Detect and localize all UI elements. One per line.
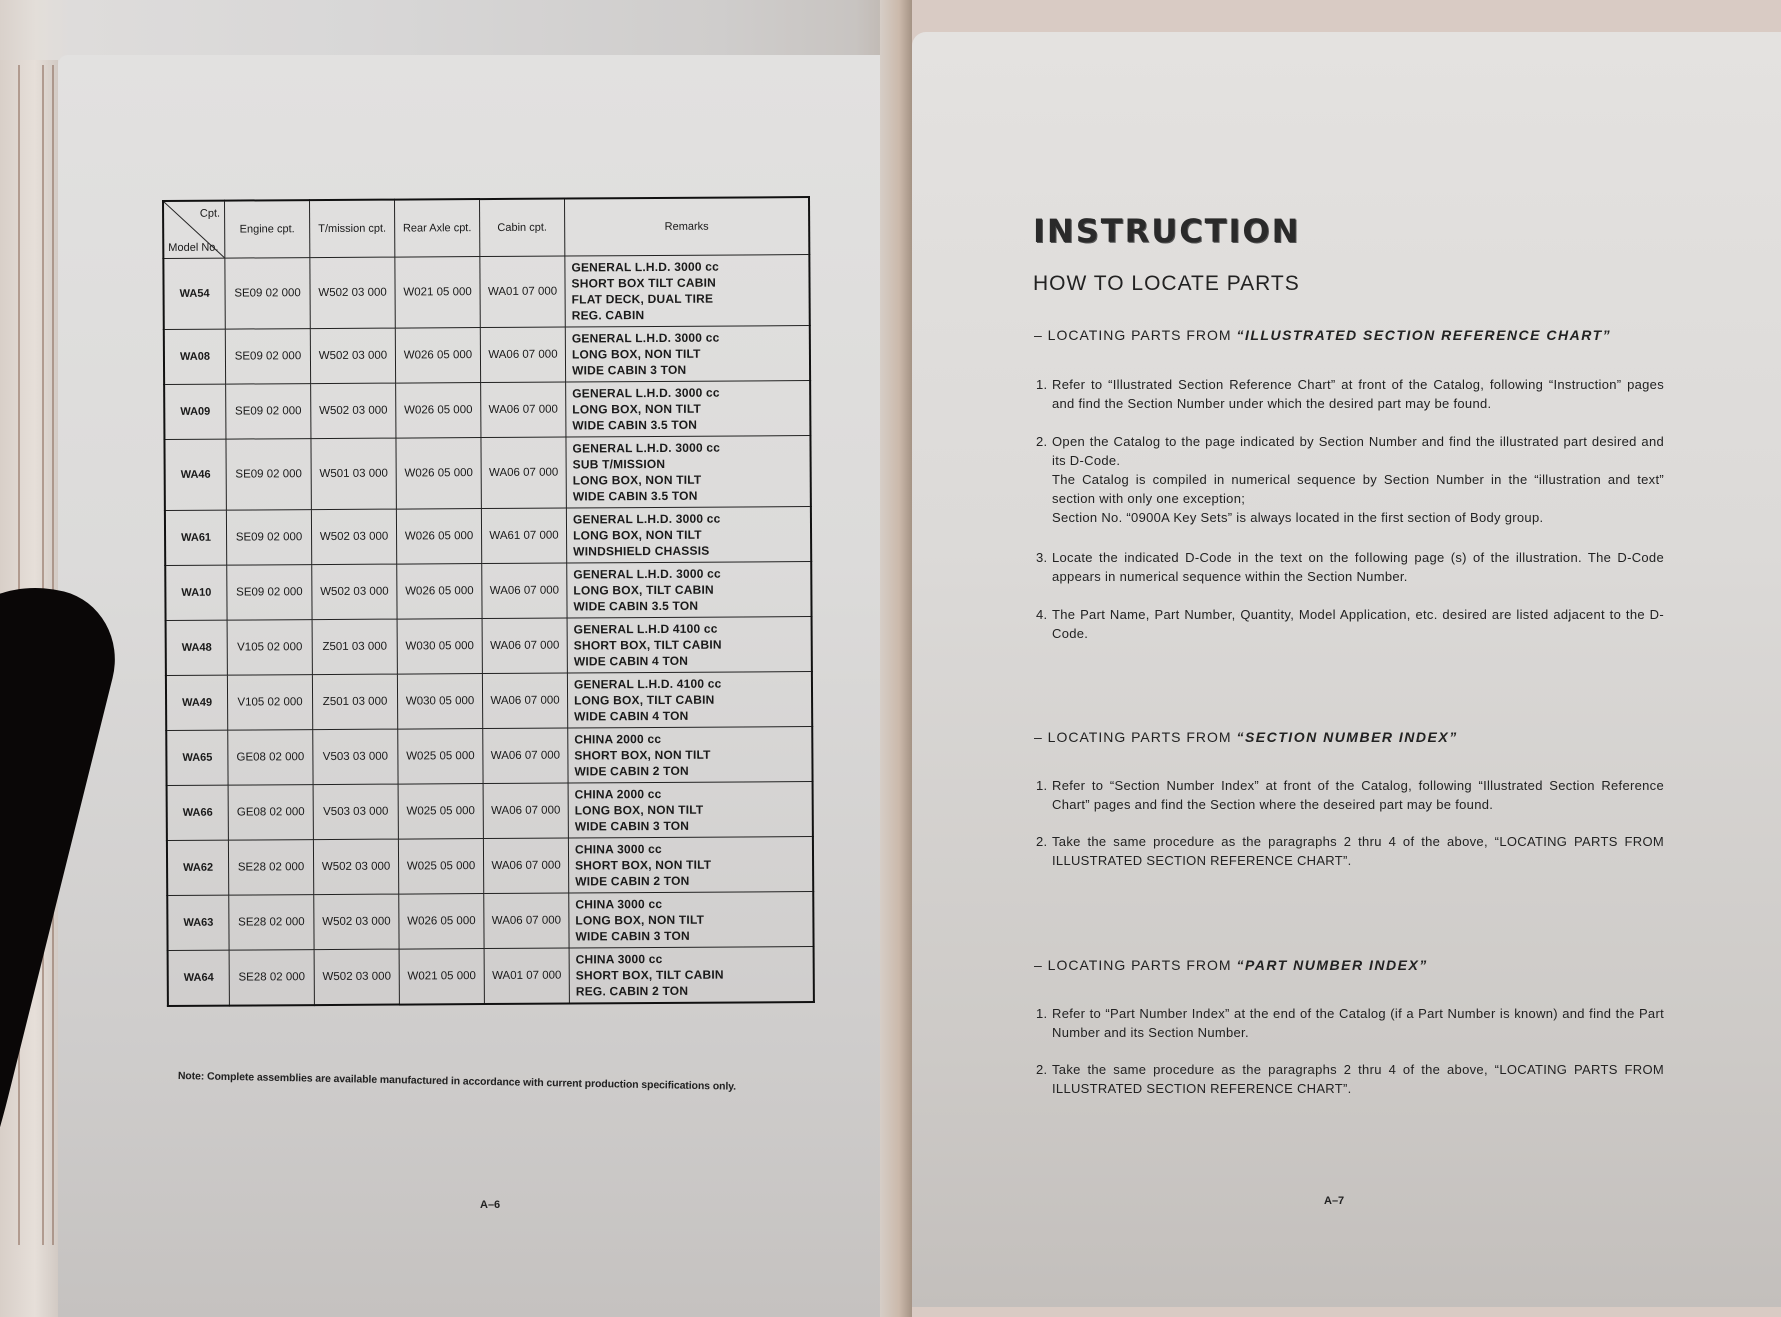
tmission-cell: W502 03 000 (310, 328, 395, 384)
remarks-line: WIDE CABIN 3 TON (574, 818, 690, 834)
list-item (1036, 1004, 1664, 1042)
remarks-cell (568, 837, 813, 893)
tmission-cell: W502 03 000 (311, 383, 396, 439)
engine-cell: SE09 02 000 (227, 565, 312, 621)
remarks-line: WIDE CABIN 3.5 TON (572, 417, 698, 433)
tmission-cell: V503 03 000 (313, 784, 398, 840)
remarks-line: SHORT BOX, NON TILT (575, 857, 712, 873)
list-item (1036, 605, 1664, 643)
remarks-line: LONG BOX, TILT CABIN (574, 692, 715, 708)
remarks-line: SHORT BOX, TILT CABIN (573, 637, 722, 653)
item-number: 2. (1036, 1062, 1048, 1077)
table-row (164, 381, 810, 440)
item-text-extra: Section No. “0900A Key Sets” is always located in the first section of Body group. (1052, 510, 1544, 525)
rear-axle-cell: W026 05 000 (395, 328, 480, 384)
model-cell: WA10 (165, 565, 227, 620)
table-row (167, 837, 813, 896)
engine-cell: SE28 02 000 (229, 950, 314, 1006)
engine-cell: V105 02 000 (227, 620, 312, 676)
tmission-cell: V503 03 000 (313, 729, 398, 785)
remarks-line: LONG BOX, NON TILT (572, 401, 702, 417)
engine-cell: V105 02 000 (227, 675, 312, 731)
list-item (1036, 1060, 1664, 1098)
remarks-line: REG. CABIN 2 TON (575, 983, 689, 999)
remarks-line: FLAT DECK, DUAL TIRE (571, 291, 714, 307)
rear-axle-cell: W026 05 000 (396, 509, 481, 565)
corner-model-label: Model No. (168, 241, 219, 254)
remarks-line: LONG BOX, TILT CABIN (573, 582, 714, 598)
tmission-cell: W502 03 000 (311, 509, 396, 565)
column-header: Remarks (564, 197, 809, 256)
page-subtitle: HOW TO LOCATE PARTS (1033, 272, 1300, 295)
remarks-line: WINDSHIELD CHASSIS (573, 543, 710, 559)
engine-cell: SE09 02 000 (225, 329, 310, 385)
section-heading-illustrated-chart (1034, 327, 1611, 343)
table-row (165, 562, 811, 621)
remarks-line: WIDE CABIN 3.5 TON (573, 598, 699, 614)
column-header: Cabin cpt. (480, 199, 565, 257)
remarks-line: WIDE CABIN 3 TON (575, 928, 690, 944)
table-row (166, 672, 812, 731)
item-text: Take the same procedure as the paragraphs 2 thru 4 of the above, “LOCATING PARTS FROM ILLUSTRATED SECTION REFERENCE CHART”. (1052, 1062, 1664, 1096)
tmission-cell: Z501 03 000 (312, 674, 397, 730)
remarks-line: GENERAL L.H.D. 3000 cc (571, 259, 720, 275)
item-text: Refer to “Illustrated Section Reference Chart” at front of the Catalog, following “Instruction” pages and find the Section Number under which the desired part may be found. (1052, 377, 1664, 411)
remarks-cell (566, 507, 811, 563)
tmission-cell: W502 03 000 (310, 257, 395, 329)
model-cell: WA63 (167, 895, 229, 950)
item-text: Take the same procedure as the paragraphs 2 thru 4 of the above, “LOCATING PARTS FROM ILLUSTRATED SECTION REFERENCE CHART”. (1052, 834, 1664, 868)
engine-cell: SE09 02 000 (226, 384, 311, 440)
cabin-cell: WA06 07 000 (483, 728, 568, 784)
cabin-cell: WA06 07 000 (480, 327, 565, 383)
remarks-line: WIDE CABIN 3 TON (572, 362, 687, 378)
remarks-line: SHORT BOX, NON TILT (574, 747, 711, 763)
rear-axle-cell: W021 05 000 (395, 257, 480, 329)
table-row (164, 326, 810, 385)
item-text-extra: The Catalog is compiled in numerical sequence by Section Number in the “illustration and text” section with only one exception; (1052, 472, 1664, 506)
item-number: 3. (1036, 550, 1048, 565)
table-row (165, 507, 811, 566)
item-number: 4. (1036, 607, 1048, 622)
rear-axle-cell: W021 05 000 (399, 949, 484, 1005)
engine-cell: GE08 02 000 (228, 730, 313, 786)
cabin-cell: WA61 07 000 (481, 508, 566, 564)
tmission-cell: W502 03 000 (314, 949, 399, 1005)
table-row (166, 617, 812, 676)
item-number: 1. (1036, 778, 1048, 793)
remarks-line: LONG BOX, NON TILT (575, 912, 705, 928)
table-row (163, 255, 809, 330)
page-title: INSTRUCTION (1033, 212, 1301, 250)
remarks-line: GENERAL L.H.D. 3000 cc (572, 385, 720, 401)
model-cell: WA09 (164, 384, 226, 439)
remarks-line: CHINA 3000 cc (574, 841, 662, 857)
cabin-cell: WA06 07 000 (484, 893, 569, 949)
remarks-line: WIDE CABIN 2 TON (575, 873, 690, 889)
remarks-line: GENERAL L.H.D. 3000 cc (572, 440, 721, 456)
engine-cell: SE09 02 000 (225, 258, 310, 330)
rear-axle-cell: W030 05 000 (397, 674, 482, 730)
remarks-line: CHINA 2000 cc (574, 786, 662, 802)
list-item (1036, 832, 1664, 870)
corner-cpt-label: Cpt. (199, 207, 221, 220)
table-body (163, 255, 814, 1006)
table-header-row (163, 197, 809, 258)
remarks-cell (566, 436, 811, 508)
rear-axle-cell: W026 05 000 (396, 438, 481, 510)
table-footnote: Note: Complete assemblies are available manufactured in accordance with current production specifications only. (177, 1070, 737, 1093)
cabin-cell: WA01 07 000 (484, 948, 569, 1004)
tmission-cell: Z501 03 000 (312, 619, 397, 675)
model-cell: WA49 (166, 675, 228, 730)
remarks-cell (569, 892, 814, 948)
tmission-cell: W501 03 000 (311, 438, 396, 510)
section-heading-name: “ILLUSTRATED SECTION REFERENCE CHART” (1236, 327, 1612, 343)
cabin-cell: WA06 07 000 (482, 673, 567, 729)
remarks-line: LONG BOX, NON TILT (572, 472, 702, 488)
model-cell: WA61 (165, 510, 227, 565)
remarks-line: SHORT BOX TILT CABIN (571, 275, 716, 291)
cabin-cell: WA06 07 000 (481, 437, 566, 509)
model-cell: WA62 (167, 840, 229, 895)
model-cell: WA65 (166, 730, 228, 785)
model-cell: WA46 (164, 439, 226, 510)
tmission-cell: W502 03 000 (314, 894, 399, 950)
section-heading-name: “SECTION NUMBER INDEX” (1236, 729, 1458, 745)
rear-axle-cell: W025 05 000 (398, 839, 483, 895)
engine-cell: GE08 02 000 (228, 785, 313, 841)
remarks-cell (568, 727, 813, 783)
item-text: Open the Catalog to the page indicated by Section Number and find the illustrated part desired and its D-Code. (1052, 434, 1664, 468)
remarks-cell (567, 617, 812, 673)
remarks-line: WIDE CABIN 4 TON (573, 653, 689, 669)
item-text: Refer to “Part Number Index” at the end of the Catalog (if a Part Number is known) and find the Part Number and its Section Number. (1052, 1006, 1664, 1040)
rear-axle-cell: W026 05 000 (397, 564, 482, 620)
remarks-line: GENERAL L.H.D 4100 cc (573, 621, 718, 637)
remarks-line: CHINA 3000 cc (575, 896, 663, 912)
remarks-cell (565, 255, 810, 327)
remarks-line: CHINA 3000 cc (575, 951, 663, 967)
item-text: Locate the indicated D-Code in the text on the following page (s) of the illustration. The D-Code appears in numerical sequence within the Section Number. (1052, 550, 1664, 584)
remarks-cell (567, 562, 812, 618)
item-number: 1. (1036, 1006, 1048, 1021)
list-item (1036, 375, 1664, 413)
remarks-cell (565, 326, 810, 382)
rear-axle-cell: W025 05 000 (398, 729, 483, 785)
cabin-cell: WA06 07 000 (483, 783, 568, 839)
engine-cell: SE09 02 000 (226, 510, 311, 566)
section-heading-section-index (1034, 729, 1458, 745)
cabin-cell: WA06 07 000 (482, 563, 567, 619)
list-item (1036, 776, 1664, 814)
remarks-cell (566, 381, 811, 437)
item-number: 2. (1036, 834, 1048, 849)
page-number-left: A–6 (480, 1199, 501, 1211)
page-number-right: A–7 (1324, 1195, 1345, 1207)
cabin-cell: WA06 07 000 (481, 382, 566, 438)
rear-axle-cell: W030 05 000 (397, 619, 482, 675)
item-text: The Part Name, Part Number, Quantity, Model Application, etc. desired are listed adjacent to the D-Code. (1052, 607, 1664, 641)
table-row (166, 727, 812, 786)
item-number: 2. (1036, 434, 1048, 449)
table-row (168, 947, 814, 1006)
remarks-line: LONG BOX, NON TILT (574, 802, 704, 818)
remarks-line: LONG BOX, NON TILT (571, 346, 701, 362)
rear-axle-cell: W026 05 000 (396, 383, 481, 439)
remarks-line: GENERAL L.H.D. 3000 cc (573, 566, 721, 582)
remarks-cell (567, 672, 812, 728)
section-heading-part-index (1034, 957, 1428, 973)
model-cell: WA48 (166, 620, 228, 675)
cabin-cell: WA01 07 000 (480, 256, 565, 328)
remarks-line: GENERAL L.H.D. 4100 cc (573, 676, 722, 692)
tmission-cell: W502 03 000 (313, 839, 398, 895)
remarks-line: GENERAL L.H.D. 3000 cc (571, 330, 720, 346)
section-heading-name: “PART NUMBER INDEX” (1236, 957, 1428, 973)
rear-axle-cell: W025 05 000 (398, 784, 483, 840)
remarks-line: GENERAL L.H.D. 3000 cc (572, 511, 721, 527)
list-item (1036, 432, 1664, 527)
remarks-cell (569, 947, 814, 1004)
rear-axle-cell: W026 05 000 (399, 894, 484, 950)
model-cell: WA66 (167, 785, 229, 840)
engine-cell: SE09 02 000 (226, 439, 311, 511)
remarks-line: REG. CABIN (571, 308, 645, 323)
model-cell: WA64 (168, 950, 230, 1006)
remarks-line: WIDE CABIN 4 TON (574, 708, 689, 724)
remarks-line: CHINA 2000 cc (574, 731, 662, 747)
engine-cell: SE28 02 000 (228, 840, 313, 896)
remarks-line: SUB T/MISSION (572, 456, 666, 472)
table-row (167, 892, 813, 951)
engine-cell: SE28 02 000 (229, 895, 314, 951)
remarks-line: WIDE CABIN 2 TON (574, 763, 689, 779)
section-heading-prefix: – LOCATING PARTS FROM (1034, 729, 1237, 745)
item-text: Refer to “Section Number Index” at front of the Catalog, following “Illustrated Section Reference Chart” pages and find the Section where the deseired part may be found. (1052, 778, 1664, 812)
remarks-line: WIDE CABIN 3.5 TON (572, 488, 698, 504)
column-header: Engine cpt. (225, 200, 310, 258)
cabin-cell: WA06 07 000 (482, 618, 567, 674)
model-cell: WA54 (163, 258, 225, 329)
item-number: 1. (1036, 377, 1048, 392)
book-spine (880, 0, 912, 1317)
list-item (1036, 548, 1664, 586)
cabin-cell: WA06 07 000 (483, 838, 568, 894)
column-header: Rear Axle cpt. (395, 199, 480, 257)
column-header: T/mission cpt. (310, 200, 395, 258)
model-cell: WA08 (164, 329, 226, 384)
section-heading-prefix: – LOCATING PARTS FROM (1034, 327, 1237, 343)
model-components-table (162, 196, 815, 1007)
remarks-line: LONG BOX, NON TILT (573, 527, 702, 543)
section-heading-prefix: – LOCATING PARTS FROM (1034, 957, 1237, 973)
corner-header-cell (163, 201, 225, 259)
remarks-cell (568, 782, 813, 838)
remarks-line: SHORT BOX, TILT CABIN (575, 967, 724, 983)
tmission-cell: W502 03 000 (312, 564, 397, 620)
table-row (167, 782, 813, 841)
table-row (164, 436, 810, 511)
